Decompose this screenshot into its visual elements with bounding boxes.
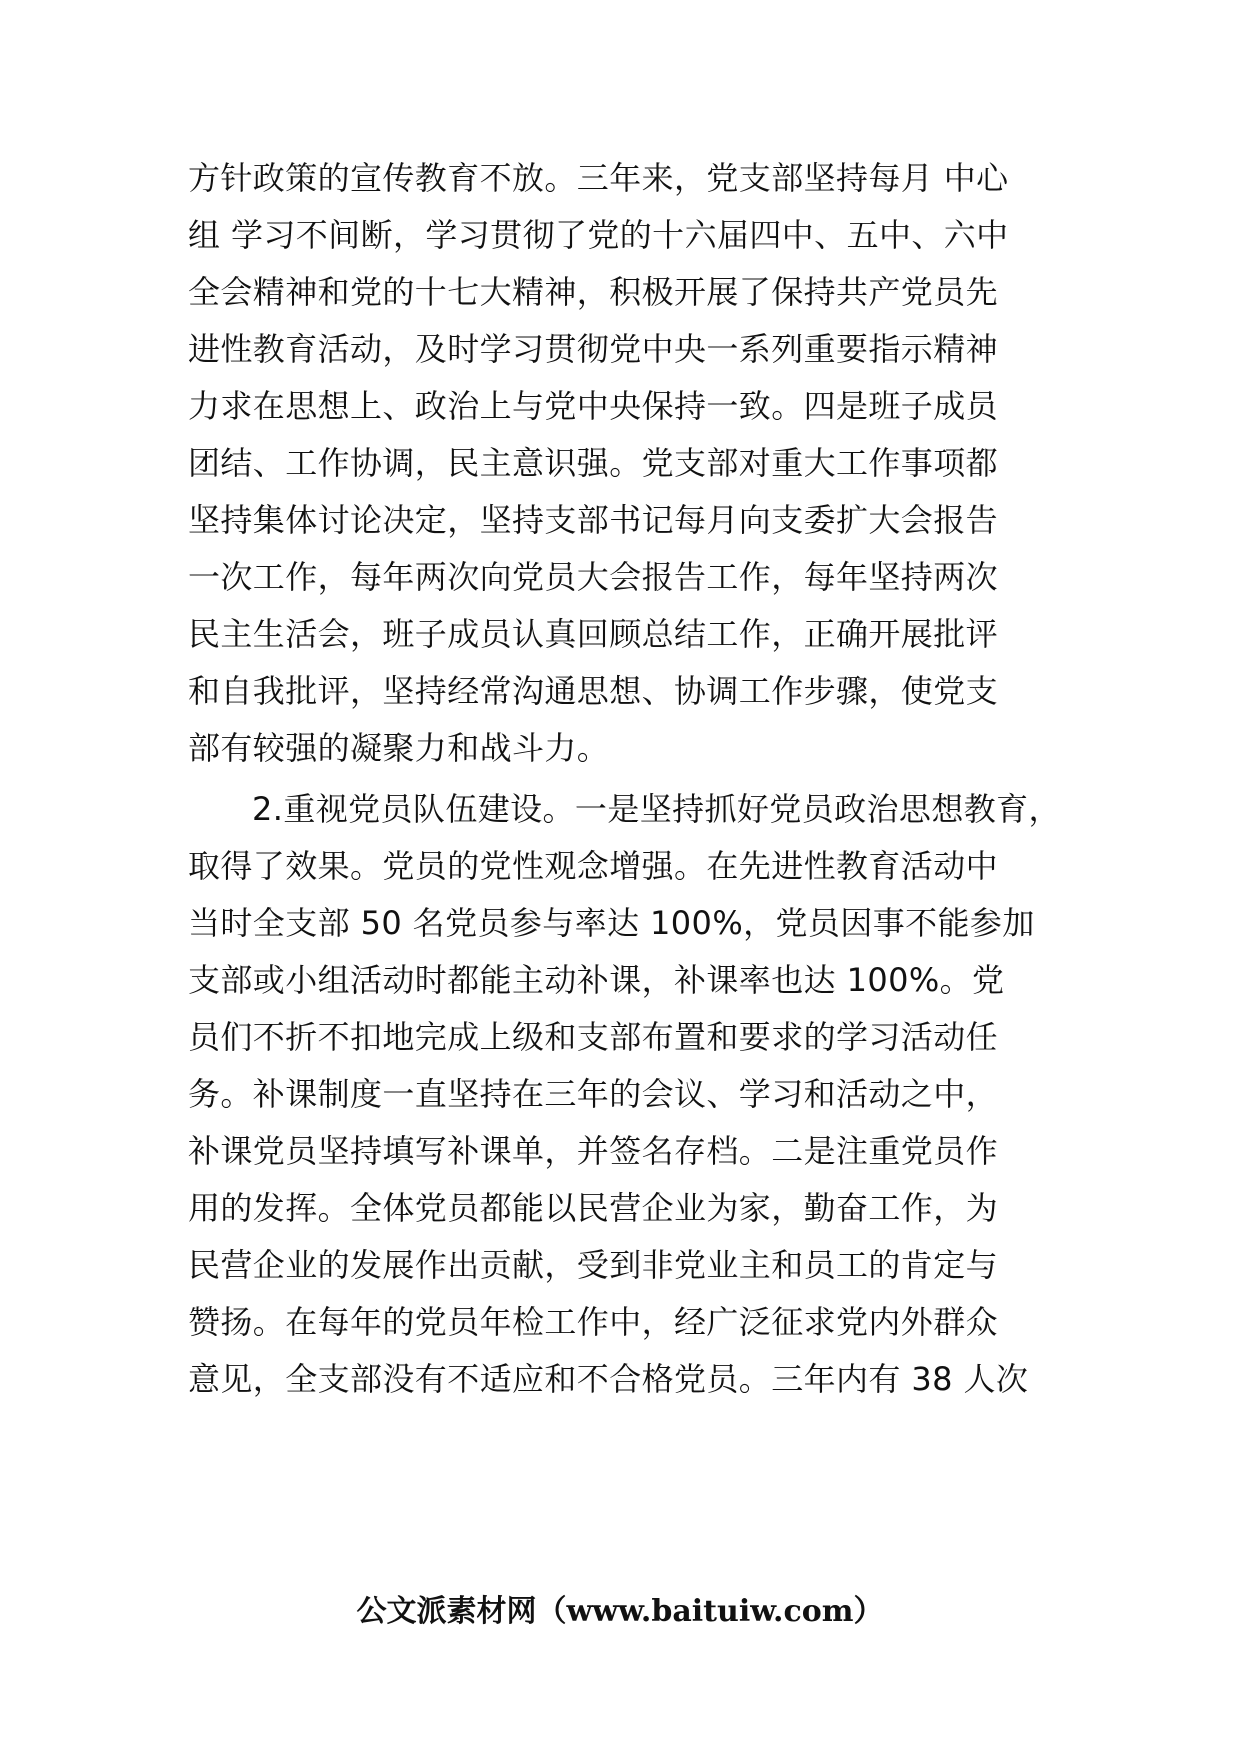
page-footer-watermark: 公文派素材网（www.baituiw.com） (356, 1594, 884, 1629)
body-text-line: 力求在思想上、政治上与党中央保持一致。四是班子成员 (188, 387, 999, 425)
body-text-line: 民主生活会，班子成员认真回顾总结工作，正确开展批评 (188, 615, 999, 653)
body-text-line: 和自我批评，坚持经常沟通思想、协调工作步骤，使党支 (188, 672, 999, 710)
body-text-line: 组 学习不间断，学习贯彻了党的十六届四中、五中、六中 (188, 216, 1009, 254)
body-text-line: 进性教育活动，及时学习贯彻党中央一系列重要指示精神 (188, 330, 999, 368)
body-text-line: 民营企业的发展作出贡献，受到非党业主和员工的肯定与 (188, 1246, 999, 1284)
paragraph-first-line: 2.重视党员队伍建设。一是坚持抓好党员政治思想教育， (252, 790, 1061, 828)
body-text-line: 补课党员坚持填写补课单，并签名存档。二是注重党员作 (188, 1132, 999, 1170)
body-text-line: 当时全支部 50 名党员参与率达 100%，党员因事不能参加 (188, 904, 1035, 942)
body-text-line: 方针政策的宣传教育不放。三年来，党支部坚持每月 中心 (188, 159, 1009, 197)
body-text-line: 意见，全支部没有不适应和不合格党员。三年内有 38 人次 (188, 1360, 1029, 1398)
body-text-line: 团结、工作协调，民主意识强。党支部对重大工作事项都 (188, 444, 999, 482)
body-text-line: 部有较强的凝聚力和战斗力。 (188, 729, 610, 767)
body-text-line: 员们不折不扣地完成上级和支部布置和要求的学习活动任 (188, 1018, 999, 1056)
body-text-line: 务。补课制度一直坚持在三年的会议、学习和活动之中， (188, 1075, 999, 1113)
body-text-line: 一次工作，每年两次向党员大会报告工作，每年坚持两次 (188, 558, 999, 596)
body-text-line: 支部或小组活动时都能主动补课，补课率也达 100%。党 (188, 961, 1005, 999)
body-text-line: 赞扬。在每年的党员年检工作中，经广泛征求党内外群众 (188, 1303, 999, 1341)
body-text-line: 全会精神和党的十七大精神，积极开展了保持共产党员先 (188, 273, 999, 311)
body-text-line: 取得了效果。党员的党性观念增强。在先进性教育活动中 (188, 847, 999, 885)
body-text-line: 坚持集体讨论决定，坚持支部书记每月向支委扩大会报告 (188, 501, 999, 539)
body-text-line: 用的发挥。全体党员都能以民营企业为家，勤奋工作，为 (188, 1189, 999, 1227)
